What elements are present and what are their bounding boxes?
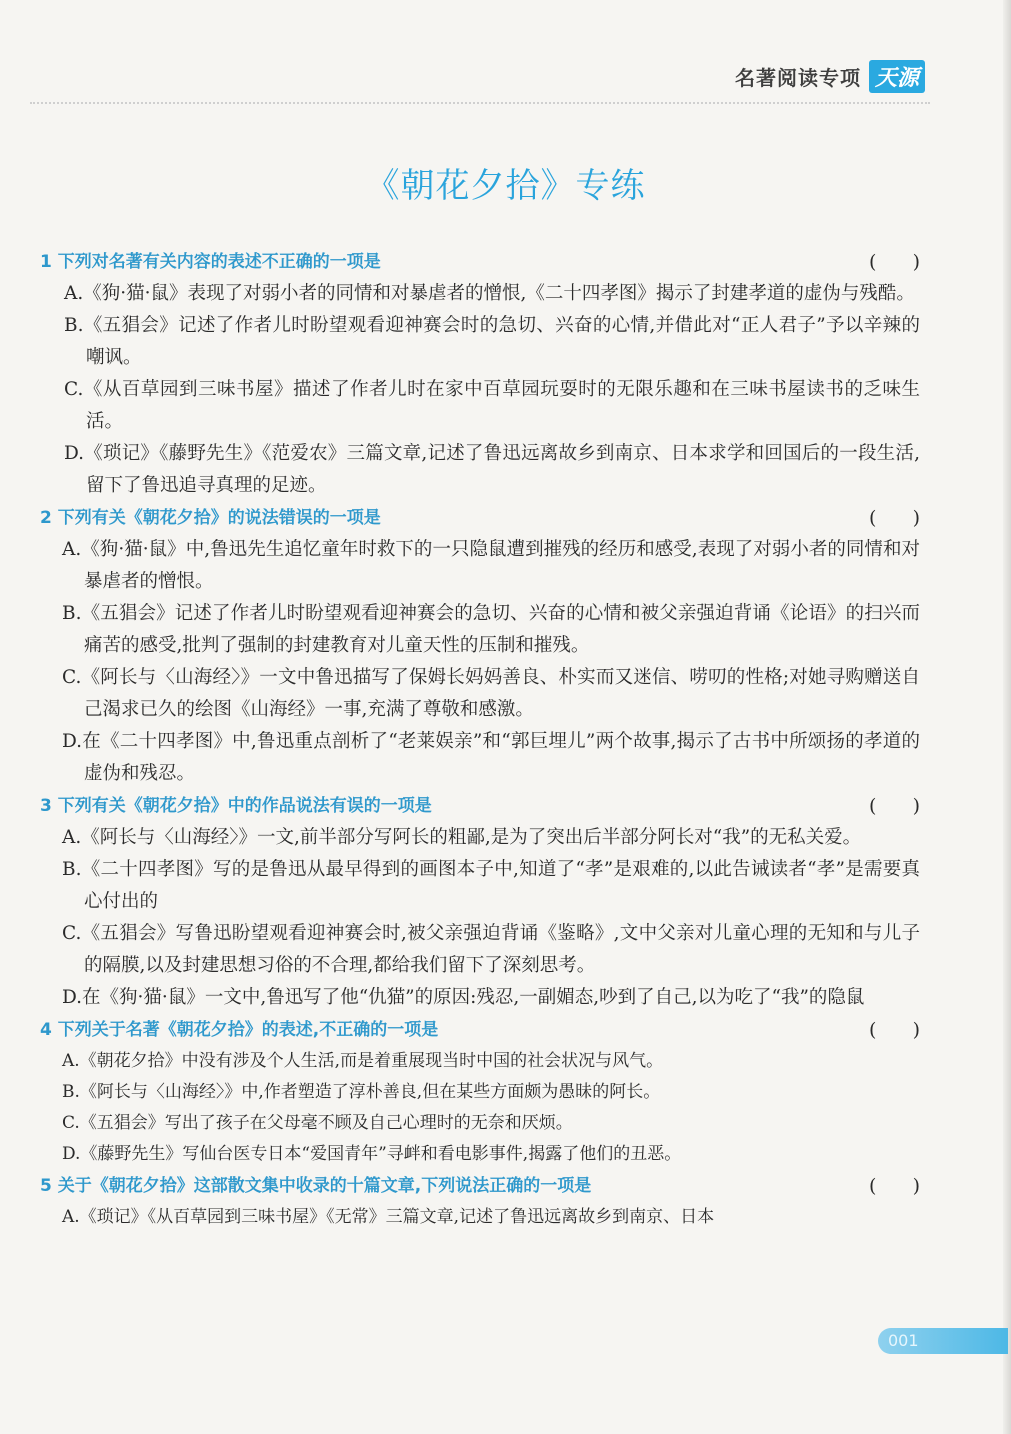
brand-logo: 天源	[869, 60, 925, 93]
answer-blank[interactable]: ( )	[868, 1175, 920, 1197]
header-divider	[30, 102, 930, 104]
header-label: 名著阅读专项	[734, 66, 861, 90]
question-1	[40, 246, 920, 502]
option-b: B.《二十四孝图》写的是鲁迅从最早得到的画图本子中,知道了“孝”是艰难的,以此告诫读者“孝”是需要真心付出的	[62, 859, 920, 912]
question-stem: 1 下列对名著有关内容的表述不正确的一项是 ( )	[40, 246, 920, 278]
option-c: C.《阿长与〈山海经〉》一文中鲁迅描写了保姆长妈妈善良、朴实而又迷信、唠叨的性格;对她寻购赠送自己渴求已久的绘图《山海经》一事,充满了尊敬和感激。	[62, 667, 920, 720]
answer-blank[interactable]: ( )	[868, 251, 920, 273]
question-3	[40, 790, 920, 1014]
answer-blank[interactable]: ( )	[868, 1019, 920, 1041]
answer-blank[interactable]: ( )	[868, 795, 920, 817]
answer-blank[interactable]: ( )	[868, 507, 920, 529]
option-b: B.《五猖会》记述了作者儿时盼望观看迎神赛会的急切、兴奋的心情和被父亲强迫背诵《论语》的扫兴而痛苦的感受,批判了强制的封建教育对儿童天性的压制和摧残。	[62, 603, 920, 656]
option-d: D.《藤野先生》写仙台医专日本“爱国青年”寻衅和看电影事件,揭露了他们的丑恶。	[62, 1144, 682, 1164]
option-a: A.《狗·猫·鼠》表现了对弱小者的同情和对暴虐者的憎恨,《二十四孝图》揭示了封建孝道的虚伪与残酷。	[64, 283, 915, 304]
option-a: A.《狗·猫·鼠》中,鲁迅先生追忆童年时救下的一只隐鼠遭到摧残的经历和感受,表现了对弱小者的同情和对暴虐者的憎恨。	[62, 539, 920, 592]
question-stem: 4 下列关于名著《朝花夕拾》的表述,不正确的一项是 ( )	[40, 1014, 920, 1046]
option-a: A.《琐记》《从百草园到三味书屋》《无常》三篇文章,记述了鲁迅远离故乡到南京、日本	[62, 1207, 715, 1227]
page-title: 《朝花夕拾》专练	[365, 166, 646, 206]
question-2	[40, 502, 920, 790]
question-stem: 2 下列有关《朝花夕拾》的说法错误的一项是 ( )	[40, 502, 920, 534]
option-c: C.《从百草园到三味书屋》描述了作者儿时在家中百草园玩耍时的无限乐趣和在三味书屋读书的乏味生活。	[64, 379, 920, 432]
question-4	[40, 1014, 920, 1170]
option-a: A.《朝花夕拾》中没有涉及个人生活,而是着重展现当时中国的社会状况与风气。	[62, 1051, 664, 1071]
option-c: C.《五猖会》写出了孩子在父母毫不顾及自己心理时的无奈和厌烦。	[62, 1113, 573, 1133]
option-d: D.在《二十四孝图》中,鲁迅重点剖析了“老莱娱亲”和“郭巨埋儿”两个故事,揭示了古书中所颂扬的孝道的虚伪和残忍。	[62, 731, 920, 784]
running-header	[735, 60, 925, 93]
option-b: B.《阿长与〈山海经〉》中,作者塑造了淳朴善良,但在某些方面颇为愚昧的阿长。	[62, 1082, 661, 1102]
question-list	[40, 246, 920, 1233]
option-d: D.《琐记》《藤野先生》《范爱农》三篇文章,记述了鲁迅远离故乡到南京、日本求学和回国后的一段生活,留下了鲁迅追寻真理的足迹。	[64, 443, 920, 496]
option-d: D.在《狗·猫·鼠》一文中,鲁迅写了他“仇猫”的原因:残忍,一副媚态,吵到了自己,以为吃了“我”的隐鼠	[62, 987, 865, 1008]
option-b: B.《五猖会》记述了作者儿时盼望观看迎神赛会时的急切、兴奋的心情,并借此对“正人君子”予以辛辣的嘲讽。	[64, 315, 920, 368]
page-spine-shadow	[1003, 0, 1011, 1434]
question-5	[40, 1170, 920, 1233]
page-number: 001	[878, 1328, 1008, 1354]
option-a: A.《阿长与〈山海经〉》一文,前半部分写阿长的粗鄙,是为了突出后半部分阿长对“我”的无私关爱。	[62, 827, 862, 848]
question-stem: 5 关于《朝花夕拾》这部散文集中收录的十篇文章,下列说法正确的一项是 ( )	[40, 1170, 920, 1202]
option-c: C.《五猖会》写鲁迅盼望观看迎神赛会时,被父亲强迫背诵《鉴略》,文中父亲对儿童心理的无知和与儿子的隔膜,以及封建思想习俗的不合理,都给我们留下了深刻思考。	[62, 923, 920, 976]
question-stem: 3 下列有关《朝花夕拾》中的作品说法有误的一项是 ( )	[40, 790, 920, 822]
